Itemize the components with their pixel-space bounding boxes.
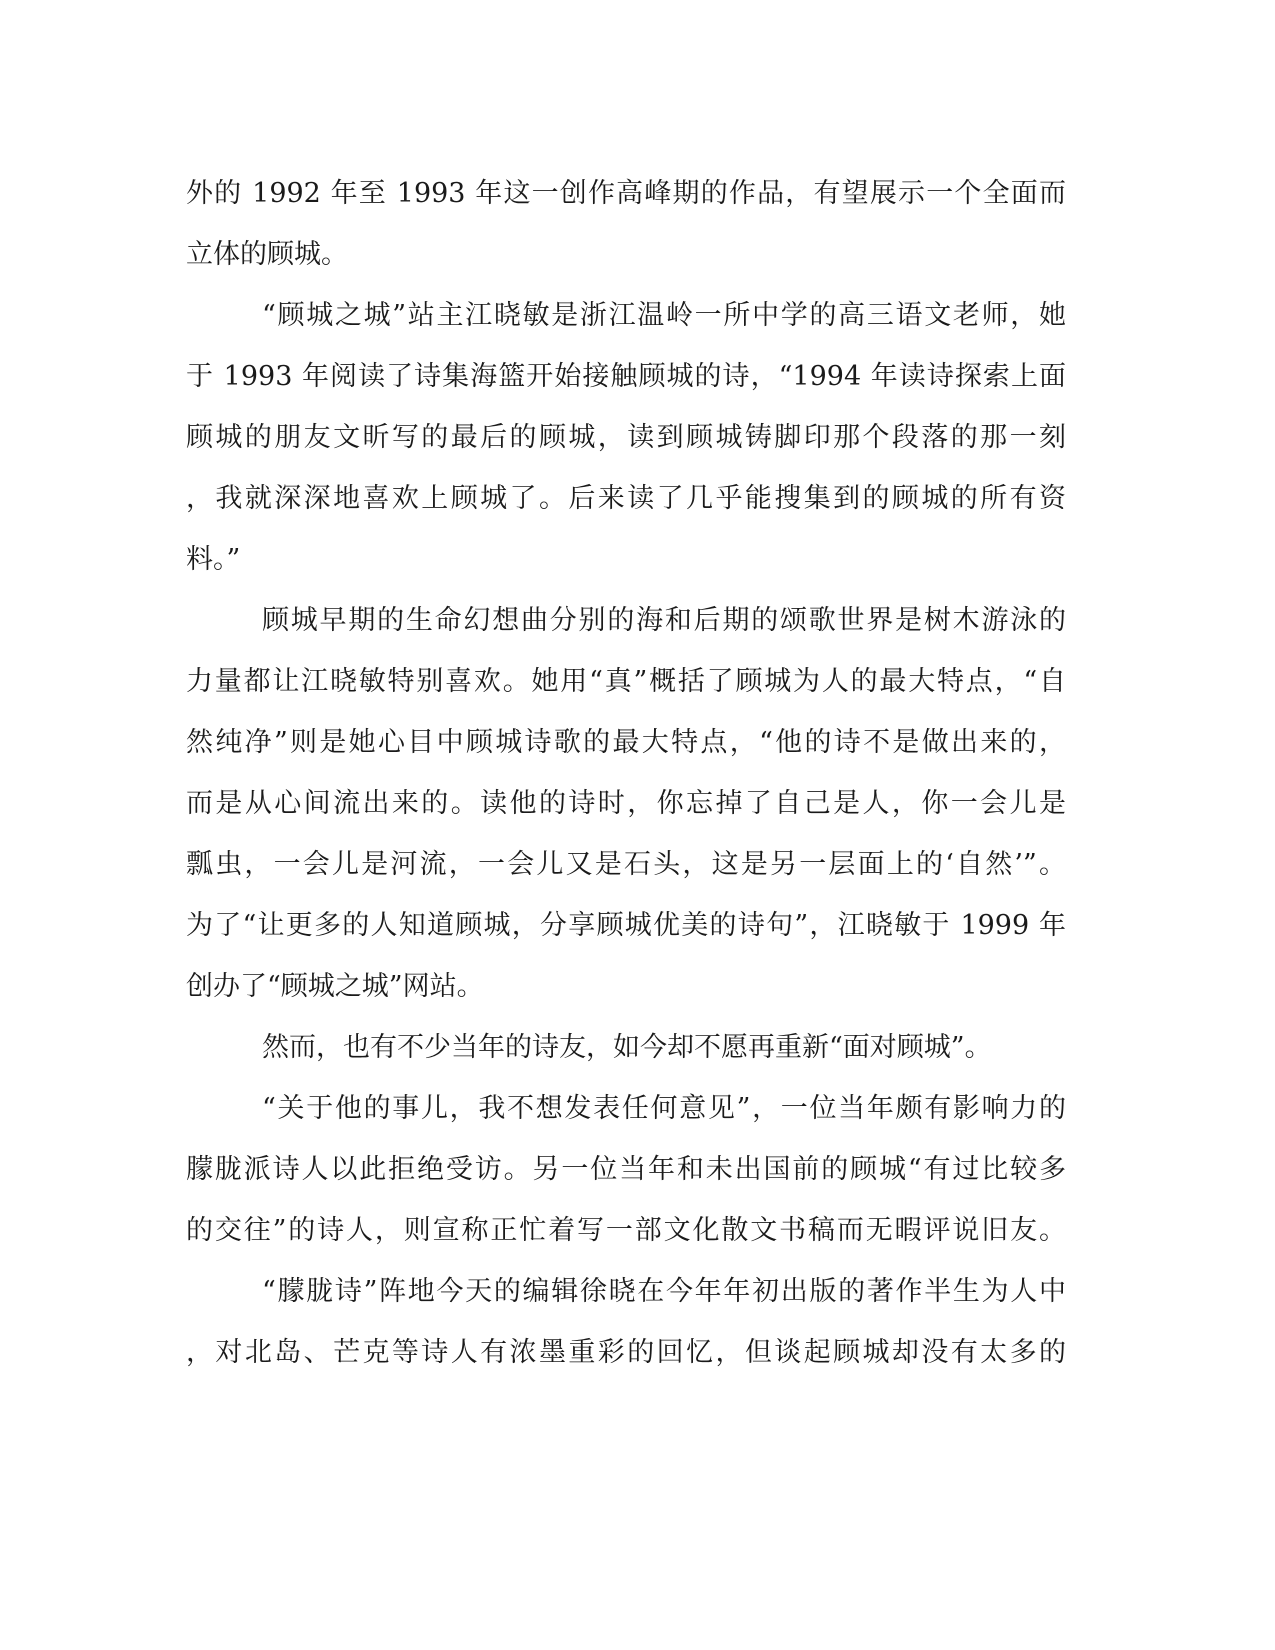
text-line: ，对北岛、芒克等诗人有浓墨重彩的回忆，但谈起顾城却没有太多的: [186, 1337, 1066, 1368]
text-line: 为了“让更多的人知道顾城，分享顾城优美的诗句”，江晓敏于 1999 年: [186, 910, 1066, 941]
text-line: 而是从心间流出来的。读他的诗时，你忘掉了自己是人，你一会儿是: [186, 788, 1066, 819]
text-line: 于 1993 年阅读了诗集海篮开始接触顾城的诗，“1994 年读诗探索上面: [186, 361, 1066, 392]
text-line: 然而，也有不少当年的诗友，如今却不愿再重新“面对顾城”。: [262, 1032, 992, 1063]
text-line: “关于他的事儿，我不想发表任何意见”，一位当年颇有影响力的: [262, 1093, 1066, 1124]
text-line: 朦胧派诗人以此拒绝受访。另一位当年和未出国前的顾城“有过比较多: [186, 1154, 1066, 1185]
text-line: 然纯净”则是她心目中顾城诗歌的最大特点，“他的诗不是做出来的，: [186, 727, 1066, 758]
text-line: 创办了“顾城之城”网站。: [186, 971, 484, 1002]
text-line: “朦胧诗”阵地今天的编辑徐晓在今年年初出版的著作半生为人中: [262, 1276, 1066, 1307]
text-line: “顾城之城”站主江晓敏是浙江温岭一所中学的高三语文老师，她: [262, 300, 1066, 331]
text-line: 顾城的朋友文昕写的最后的顾城，读到顾城铸脚印那个段落的那一刻: [186, 422, 1066, 453]
text-line: 立体的顾城。: [186, 239, 348, 270]
text-line: 料。”: [186, 544, 241, 575]
text-line: 力量都让江晓敏特别喜欢。她用“真”概括了顾城为人的最大特点，“自: [186, 666, 1066, 697]
text-line: 外的 1992 年至 1993 年这一创作高峰期的作品，有望展示一个全面而: [186, 178, 1066, 209]
text-line: 顾城早期的生命幻想曲分别的海和后期的颂歌世界是树木游泳的: [262, 605, 1066, 636]
article-body: [186, 163, 1066, 1383]
text-line: 的交往”的诗人，则宣称正忙着写一部文化散文书稿而无暇评说旧友。: [186, 1215, 1066, 1246]
text-line: 瓢虫，一会儿是河流，一会儿又是石头，这是另一层面上的‘自然’”。: [186, 849, 1066, 880]
text-line: ，我就深深地喜欢上顾城了。后来读了几乎能搜集到的顾城的所有资: [186, 483, 1066, 514]
